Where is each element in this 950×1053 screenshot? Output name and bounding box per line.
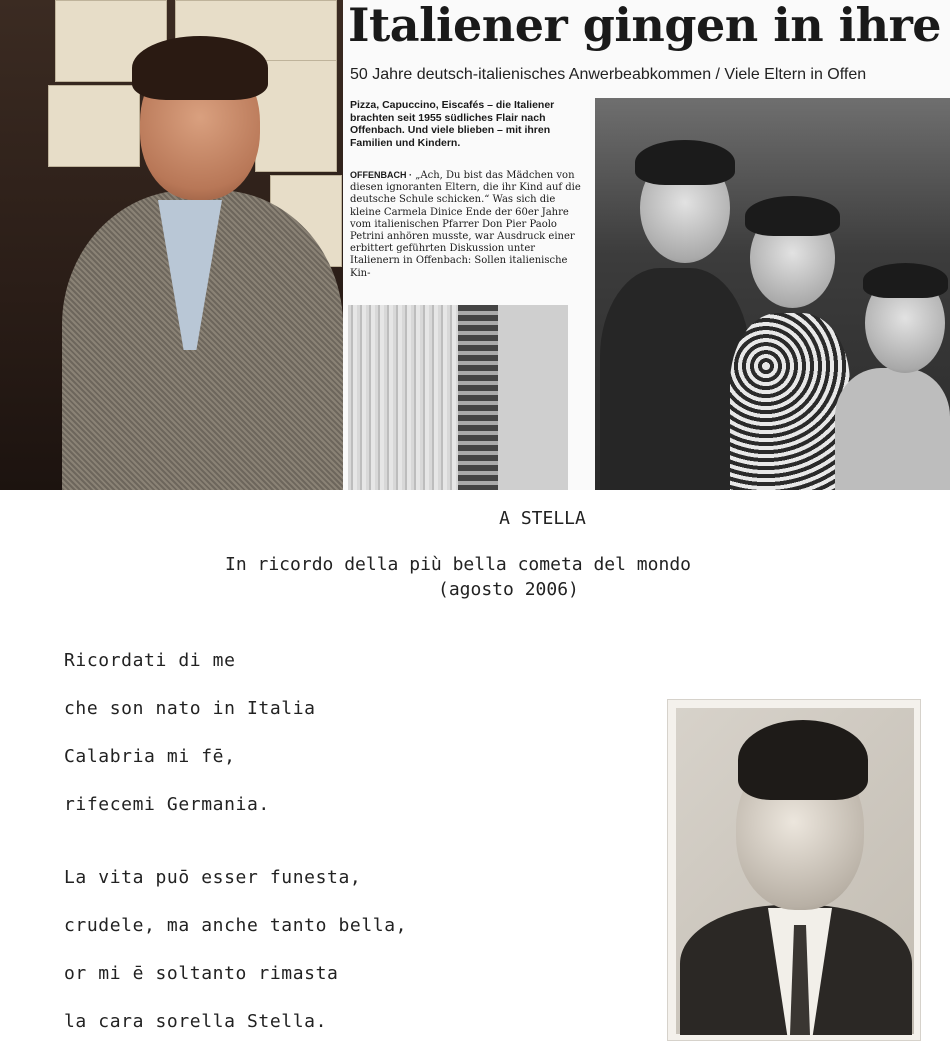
wall-drawing [48, 85, 140, 167]
man-hair [132, 36, 268, 100]
child-hair [635, 140, 735, 185]
poem-page [0, 492, 950, 1053]
newspaper-lead: Pizza, Capuccino, Eiscafés – die Italiener brachten seit 1955 südliches Flair nach Offenbach. Und viele blieben – mit ihren Familien und Kindern. [350, 99, 555, 149]
newspaper-photo-children [595, 98, 950, 490]
newspaper-clipping [343, 0, 950, 490]
photo-man-in-jacket [0, 0, 343, 490]
verse-line: Calabria mi fē, [64, 746, 236, 767]
verse-line: rifecemi Germania. [64, 794, 270, 815]
adult-body [835, 368, 950, 490]
portrait-photo [667, 699, 921, 1041]
verse-line: la cara sorella Stella. [64, 1011, 328, 1032]
child-hair [745, 196, 840, 236]
newspaper-body-text: „Ach, Du bist das Mädchen von diesen ignoranten Eltern, die ihr Kind auf die deutsche Schule schicken.“ Was sich die kleine Carmela Dinice Ende der 60er Jahre vom italienischen Pfarrer Don Pier Paolo Petrini anhören musste, war Ausdruck einer erbittert geführten Diskussion unter Italienern in Offenbach: Sollen italienische Kin- [350, 170, 581, 279]
bead-curtain [458, 305, 498, 490]
adult-hair [863, 263, 948, 298]
portrait-hair [738, 720, 868, 800]
poem-dedication: In ricordo della più bella cometa del mondo [225, 554, 691, 575]
newspaper-body [350, 169, 588, 280]
verse-line: crudele, ma anche tanto bella, [64, 915, 408, 936]
newspaper-collage [0, 0, 950, 492]
newspaper-headline: Italiener gingen in ihre [348, 0, 942, 52]
verse-line: La vita puō esser funesta, [64, 867, 362, 888]
photo-wall [498, 305, 568, 490]
verse-line: che son nato in Italia [64, 698, 316, 719]
newspaper-dateline: OFFENBACH · [350, 170, 412, 180]
child-body [600, 268, 750, 490]
poem-title: A STELLA [499, 508, 586, 529]
poem-date: (agosto 2006) [438, 579, 579, 600]
verse-line: or mi ē soltanto rimasta [64, 963, 339, 984]
newspaper-subheadline: 50 Jahre deutsch-italienisches Anwerbeabkommen / Viele Eltern in Offen [350, 66, 867, 83]
newspaper-photo-curtain [348, 305, 568, 490]
verse-line: Ricordati di me [64, 650, 236, 671]
child-body [730, 313, 850, 490]
